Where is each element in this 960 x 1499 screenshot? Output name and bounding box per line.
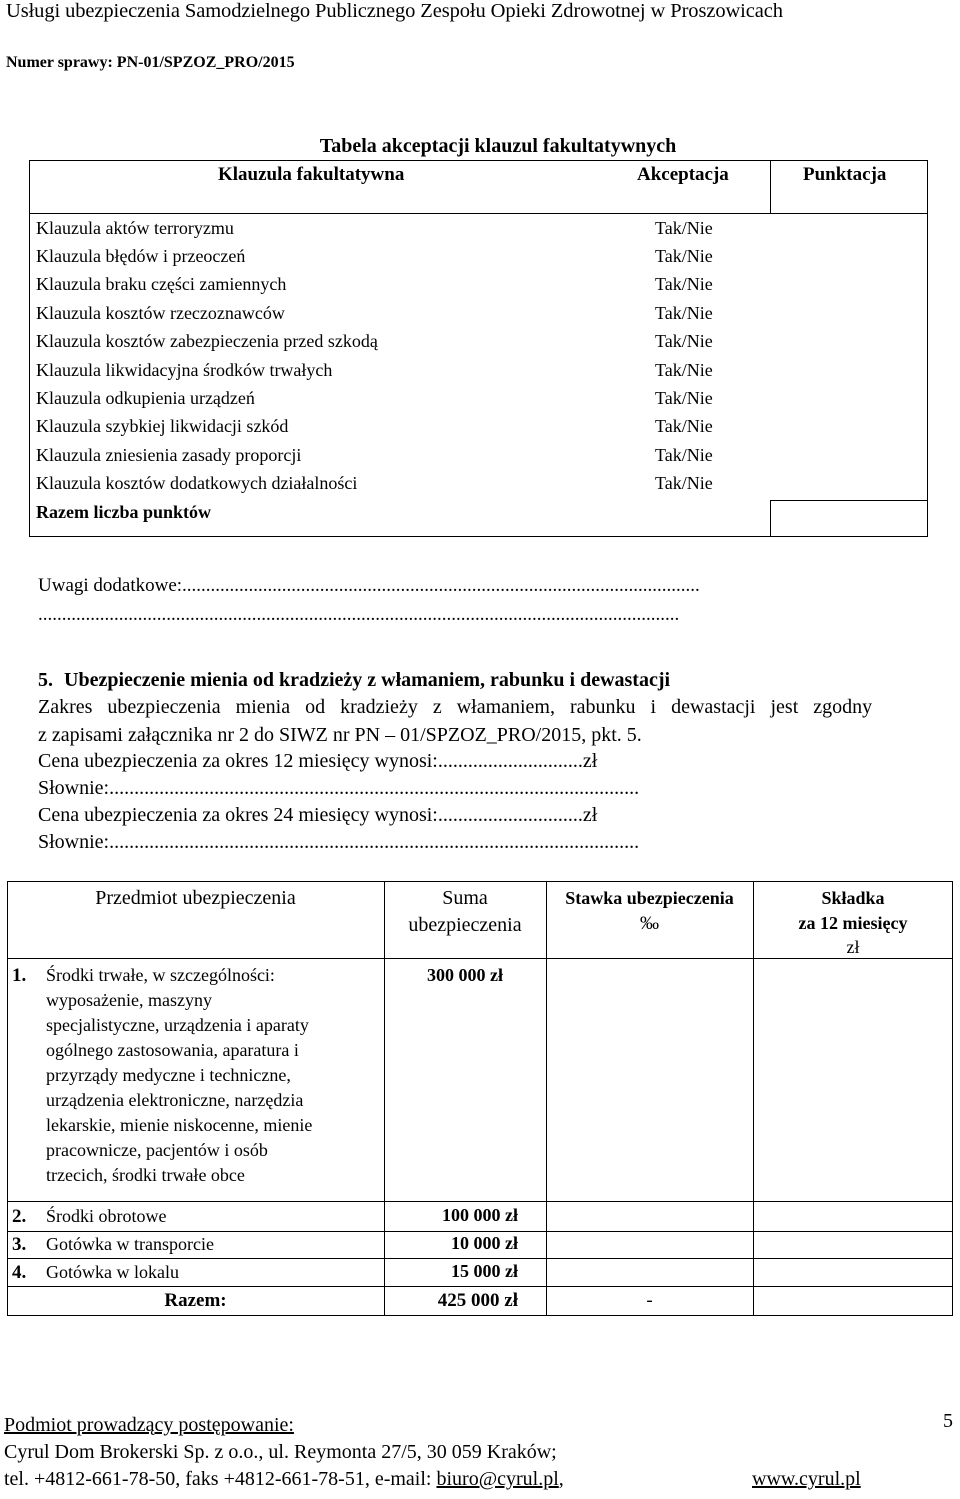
clause-name: Klauzula odkupienia urządzeń (36, 388, 255, 408)
clause-name: Klauzula likwidacyjna środków trwałych (36, 360, 333, 380)
row-divider-header (7, 958, 953, 959)
clause-name: Klauzula kosztów dodatkowych działalności (36, 473, 358, 493)
price-24-months: Cena ubezpieczenia za okres 24 miesięcy wynosi:.............................zł (38, 804, 598, 826)
total-sum: 425 000 zł (437, 1290, 518, 1311)
price-12-months: Cena ubezpieczenia za okres 12 miesięcy wynosi:.............................zł (38, 750, 598, 772)
clauses-header-col-divider (770, 160, 771, 213)
row-number: 3. (12, 1234, 27, 1255)
footer-address: Cyrul Dom Brokerski Sp. z o.o., ul. Reymonta 27/5, 30 059 Kraków; (4, 1441, 557, 1463)
row-divider-2 (7, 1231, 953, 1232)
document-header-title: Usługi ubezpieczenia Samodzielnego Publicznego Zespołu Opieki Zdrowotnej w Proszowicach (6, 0, 783, 22)
row-sum: 300 000 zł (427, 965, 503, 985)
clause-acceptance: Tak/Nie (655, 388, 713, 408)
header-premium-line-3: zł (846, 937, 860, 957)
clause-name: Klauzula szybkiej likwidacji szkód (36, 416, 289, 436)
clause-name: Klauzula zniesienia zasady proporcji (36, 445, 302, 465)
clause-acceptance: Tak/Nie (655, 218, 713, 238)
header-acceptance: Akceptacja (637, 164, 729, 185)
row-description-line: lekarskie, mienie niskocenne, mienie (46, 1115, 313, 1135)
clause-acceptance: Tak/Nie (655, 303, 713, 323)
scope-line-2: z zapisami załącznika nr 2 do SIWZ nr PN – 01/SPZOZ_PRO/2015, pkt. 5. (38, 724, 642, 746)
row-description-line: Gotówka w lokalu (46, 1262, 179, 1282)
clauses-table-title: Tabela akceptacji klauzul fakultatywnych (319, 135, 677, 157)
row-number: 2. (12, 1206, 27, 1227)
section-heading: Ubezpieczenie mienia od kradzieży z włamaniem, rabunku i dewastacji (64, 669, 671, 691)
row-description-line: Środki trwałe, w szczególności: (46, 965, 275, 985)
row-description-line: pracownicze, pacjentów i osób (46, 1140, 268, 1160)
header-sum-line-1: Suma (442, 887, 488, 909)
header-rate-line-1: Stawka ubezpieczenia (565, 888, 734, 908)
row-divider-1 (7, 1201, 953, 1202)
case-number: Numer sprawy: PN-01/SPZOZ_PRO/2015 (6, 54, 295, 71)
points-total-label: Razem liczba punktów (36, 502, 211, 522)
row-divider-4 (7, 1286, 953, 1287)
total-rate: - (646, 1290, 653, 1311)
price-24-words: Słownie:.......................................................................................................... (38, 831, 640, 853)
clauses-header-divider (29, 213, 928, 214)
header-subject: Przedmiot ubezpieczenia (95, 887, 296, 909)
row-description-line: urządzenia elektroniczne, narzędzia (46, 1090, 304, 1110)
clause-acceptance: Tak/Nie (655, 416, 713, 436)
row-sum: 10 000 zł (451, 1233, 518, 1253)
section-number: 5. (38, 669, 53, 691)
row-description-line: Środki obrotowe (46, 1206, 167, 1226)
row-description-line: Gotówka w transporcie (46, 1234, 214, 1254)
clause-acceptance: Tak/Nie (655, 331, 713, 351)
clause-acceptance: Tak/Nie (655, 274, 713, 294)
footer-contact (4, 1468, 564, 1491)
row-description-line: przyrządy medyczne i techniczne, (46, 1065, 291, 1085)
row-description-line: specjalistyczne, urządzenia i aparaty (46, 1015, 309, 1035)
footer-label: Podmiot prowadzący postępowanie: (4, 1414, 294, 1436)
remarks-line-2: ....................................................................................................................................... (38, 604, 680, 625)
clause-acceptance: Tak/Nie (655, 473, 713, 493)
header-points: Punktacja (803, 164, 887, 185)
clause-name: Klauzula braku części zamiennych (36, 274, 287, 294)
footer-website-link[interactable]: www.cyrul.pl (752, 1468, 861, 1490)
row-description-line: ogólnego zastosowania, aparatura i (46, 1040, 299, 1060)
points-total-box-top (770, 500, 928, 501)
row-description-line: trzecich, środki trwałe obce (46, 1165, 245, 1185)
row-divider-3 (7, 1258, 953, 1259)
row-number: 4. (12, 1262, 27, 1283)
header-premium-line-2: za 12 miesięcy (798, 913, 908, 933)
clause-name: Klauzula błędów i przeoczeń (36, 246, 246, 266)
footer-comma: , (558, 1468, 564, 1490)
row-sum: 100 000 zł (442, 1205, 518, 1225)
clause-name: Klauzula kosztów rzeczoznawców (36, 303, 285, 323)
header-rate-line-2: ‰ (640, 913, 659, 934)
col-divider-rate (546, 881, 547, 1316)
header-premium-line-1: Składka (821, 888, 885, 908)
clause-name: Klauzula aktów terroryzmu (36, 218, 234, 238)
clause-acceptance: Tak/Nie (655, 246, 713, 266)
page-number: 5 (943, 1410, 953, 1432)
footer-contact-phones: tel. +4812-661-78-50, faks +4812-661-78-51, e-mail: (4, 1468, 437, 1490)
scope-line-1: Zakres ubezpieczenia mienia od kradzieży z włamaniem, rabunku i dewastacji jest zgodny (38, 696, 873, 718)
clause-name: Klauzula kosztów zabezpieczenia przed szkodą (36, 331, 378, 351)
clause-acceptance: Tak/Nie (655, 445, 713, 465)
price-12-words: Słownie:.......................................................................................................... (38, 777, 640, 799)
header-clause: Klauzula fakultatywna (218, 164, 405, 185)
row-sum: 15 000 zł (451, 1261, 518, 1281)
clause-acceptance: Tak/Nie (655, 360, 713, 380)
remarks-line-1: Uwagi dodatkowe:............................................................................................................. (38, 575, 700, 596)
footer-email-link[interactable]: biuro@cyrul.pl (436, 1468, 559, 1490)
header-sum-line-2: ubezpieczenia (408, 914, 522, 936)
points-total-box-left (770, 500, 771, 537)
total-label: Razem: (164, 1290, 227, 1311)
row-number: 1. (12, 965, 27, 986)
row-description-line: wyposażenie, maszyny (46, 990, 212, 1010)
